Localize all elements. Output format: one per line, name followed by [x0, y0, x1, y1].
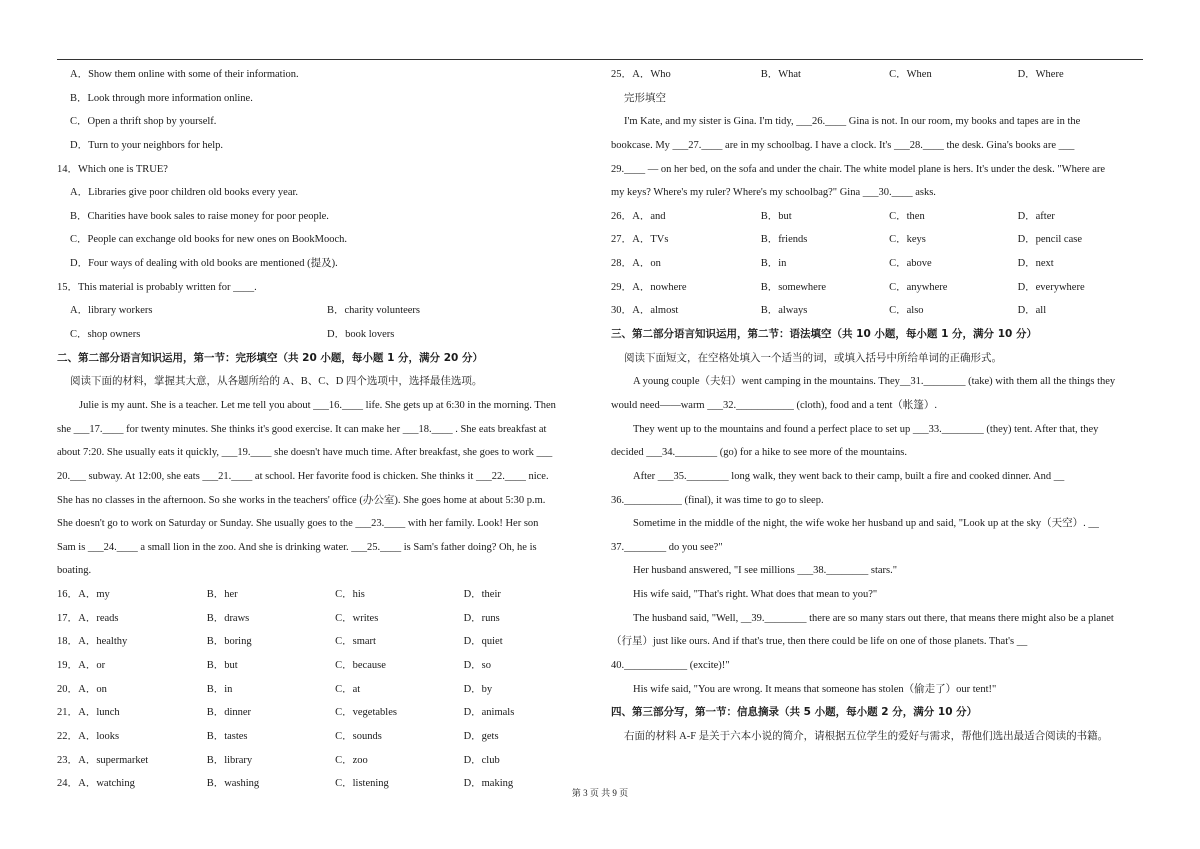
option-row	[57, 323, 592, 347]
option-row	[57, 630, 592, 654]
question-number: 26．	[611, 210, 632, 222]
text-line: 29.____ — on her bed, on the sofa and under the chair. The white model plane is hers. It's under the desk. "Where are	[611, 163, 1106, 175]
option-row	[57, 607, 592, 631]
option-row	[57, 749, 592, 773]
option-row	[57, 299, 592, 323]
text-line: boating.	[57, 565, 92, 577]
question-number: 27．	[611, 234, 632, 246]
text-line: His wife said, "You are wrong. It means that someone has stolen（偷走了）our tent!"	[633, 683, 997, 695]
answer-option: D．so	[463, 660, 491, 672]
question-number: 16．	[57, 589, 78, 601]
answer-option: D．club	[463, 754, 500, 766]
answer-option: D．their	[463, 589, 501, 601]
answer-option: C．smart	[335, 636, 376, 648]
answer-option: B．draws	[206, 612, 250, 624]
text-line: 40.____________ (excite)!"	[611, 660, 730, 672]
answer-option: B．What	[760, 69, 801, 80]
right-column	[611, 63, 1146, 749]
text-line: 完形填空	[624, 92, 666, 104]
question-number: 29．	[611, 281, 632, 293]
question-number: 24．	[57, 778, 78, 790]
text-line: would need——warm ___32.___________ (cloth), food and a tent（帐篷）.	[611, 399, 938, 411]
question-number: 28．	[611, 258, 632, 270]
question-number: 25．	[611, 69, 632, 80]
text-line: She doesn't go to work on Saturday or Sunday. She usually goes to the ___23.____ with her family. Look! Her son	[57, 518, 539, 530]
text-line: she ___17.____ for twenty minutes. She thinks it's good exercise. It can make her ___18.____ . She eats breakfast at	[57, 423, 547, 435]
answer-option: D．all	[1017, 305, 1047, 317]
answer-option: C．zoo	[335, 754, 368, 766]
answer-option: D．runs	[463, 612, 500, 624]
answer-option: C．vegetables	[335, 707, 397, 719]
option-row	[57, 583, 592, 607]
text-line: Julie is my aunt. She is a teacher. Let me tell you about ___16.____ life. She gets up at 6:30 in the morning. Then	[79, 399, 556, 411]
text-line: bookcase. My ___27.____ are in my schoolbag. I have a clock. It's ___28.____ the desk. Gina's books are ___	[611, 139, 1075, 151]
top-rule	[57, 59, 1143, 60]
answer-option: D．next	[1017, 258, 1054, 270]
answer-option: A．supermarket	[78, 754, 149, 766]
answer-option: B．washing	[206, 778, 260, 790]
answer-option: B．her	[206, 589, 238, 601]
answer-option: A．on	[632, 258, 661, 270]
section-heading: 二、第二部分语言知识运用，第一节：完形填空（共 20 小题，每小题 1 分，满分 20 分）	[57, 351, 483, 364]
answer-option: D．everywhere	[1017, 281, 1085, 293]
text-line: C．Open a thrift shop by yourself.	[70, 116, 217, 128]
text-line: 阅读下面短文，在空格处填入一个适当的词，或填入括号中所给单词的正确形式。	[624, 352, 1002, 364]
answer-option: C．shop owners	[70, 329, 141, 341]
answer-option: A．lunch	[78, 707, 120, 719]
answer-option: D．after	[1017, 210, 1055, 222]
text-line: 15．This material is probably written for ____.	[57, 281, 257, 293]
text-line: B．Charities have book sales to raise money for poor people.	[70, 210, 329, 222]
answer-option: A．watching	[78, 778, 135, 790]
answer-option: C．When	[889, 69, 932, 80]
question-number: 17．	[57, 612, 78, 624]
answer-option: D．quiet	[463, 636, 503, 648]
text-line: D．Four ways of dealing with old books are mentioned (提及).	[70, 258, 338, 270]
text-line: my keys? Where's my ruler? Where's my schoolbag?" Gina ___30.____ asks.	[611, 187, 936, 199]
answer-option: A．almost	[632, 305, 679, 317]
answer-option: C．then	[889, 210, 925, 222]
text-line: A．Show them online with some of their information.	[70, 69, 299, 80]
answer-option: A．on	[78, 683, 107, 695]
text-line: They went up to the mountains and found a perfect place to set up ___33.________ (they) tent. After that, they	[633, 423, 1099, 435]
answer-option: D．Where	[1017, 69, 1064, 80]
answer-option: D．by	[463, 683, 493, 695]
text-line: A．Libraries give poor children old books every year.	[70, 187, 299, 199]
answer-option: A．nowhere	[632, 281, 687, 293]
answer-option: B．in	[206, 683, 233, 695]
answer-option: C．listening	[335, 778, 389, 790]
text-line: I'm Kate, and my sister is Gina. I'm tidy, ___26.____ Gina is not. In our room, my books and tapes are in the	[624, 116, 1081, 128]
left-column	[57, 63, 592, 796]
answer-option: C．also	[889, 305, 924, 317]
answer-option: A．or	[78, 660, 106, 672]
answer-option: B．dinner	[206, 707, 252, 719]
text-line: 14．Which one is TRUE?	[57, 163, 168, 175]
text-line: 阅读下面的材料，掌握其大意，从各题所给的 A、B、C、D 四个选项中，选择最佳选项。	[70, 376, 483, 388]
question-number: 21．	[57, 707, 78, 719]
answer-option: A．healthy	[78, 636, 128, 648]
option-row	[57, 654, 592, 678]
answer-option: A．reads	[78, 612, 119, 624]
text-line: B．Look through more information online.	[70, 92, 253, 104]
option-row	[611, 299, 1146, 323]
question-number: 30．	[611, 305, 632, 317]
answer-option: D．making	[463, 778, 514, 790]
answer-option: B．in	[760, 258, 787, 270]
text-line: She has no classes in the afternoon. So she works in the teachers' office (办公室). She goes home at about 5:30 p.m.	[57, 494, 546, 506]
answer-option: D．animals	[463, 707, 515, 719]
option-row	[57, 725, 592, 749]
answer-option: C．writes	[335, 612, 379, 624]
option-row	[57, 678, 592, 702]
option-row	[611, 205, 1146, 229]
question-number: 22．	[57, 730, 78, 742]
answer-option: A．and	[632, 210, 666, 222]
text-line: （行星）just like ours. And if that's true, then there could be life on one of those planets. That's __	[611, 636, 1028, 648]
option-row	[611, 63, 1146, 87]
answer-option: B．always	[760, 305, 808, 317]
answer-option: D．book lovers	[327, 329, 395, 341]
option-row	[611, 228, 1146, 252]
answer-option: B．charity volunteers	[327, 305, 421, 317]
answer-option: B．friends	[760, 234, 808, 246]
page-footer: 第 3 页 共 9 页	[571, 788, 629, 798]
text-line: 36.___________ (final), it was time to go to sleep.	[611, 494, 824, 506]
answer-option: C．above	[889, 258, 932, 270]
answer-option: C．keys	[889, 234, 926, 246]
answer-option: A．library workers	[70, 305, 153, 317]
question-number: 18．	[57, 636, 78, 648]
answer-option: B．boring	[206, 636, 252, 648]
section-heading: 四、第三部分写，第一节：信息摘录（共 5 小题，每小题 2 分，满分 10 分）	[611, 706, 978, 719]
answer-option: C．sounds	[335, 730, 382, 742]
answer-option: D．gets	[463, 730, 499, 742]
answer-option: C．because	[335, 660, 386, 672]
text-line: decided ___34.________ (go) for a hike to see more of the mountains.	[611, 447, 907, 459]
answer-option: B．tastes	[206, 730, 248, 742]
answer-option: C．anywhere	[889, 281, 948, 293]
text-line: His wife said, "That's right. What does that mean to you?"	[633, 589, 878, 601]
option-row	[57, 701, 592, 725]
answer-option: A．my	[78, 589, 110, 601]
question-number: 20．	[57, 683, 78, 695]
answer-option: C．his	[335, 589, 365, 601]
answer-option: B．but	[760, 210, 792, 222]
question-number: 19．	[57, 660, 78, 672]
question-number: 23．	[57, 754, 78, 766]
answer-option: A．looks	[78, 730, 120, 742]
answer-option: B．but	[206, 660, 238, 672]
answer-option: B．library	[206, 754, 253, 766]
option-row	[611, 276, 1146, 300]
text-line: The husband said, "Well, __39.________ there are so many stars out there, that means there might also be a planet	[633, 612, 1114, 624]
answer-option: C．at	[335, 683, 361, 695]
answer-option: D．pencil case	[1017, 234, 1082, 246]
text-line: D．Turn to your neighbors for help.	[70, 139, 224, 151]
text-line: Her husband answered, "I see millions ___38.________ stars."	[633, 565, 898, 577]
text-line: 20.___ subway. At 12:00, she eats ___21.____ at school. Her favorite food is chicken. She thinks it ___22.____ nice.	[57, 470, 549, 482]
text-line: A young couple（夫妇）went camping in the mountains. They__31.________ (take) with them all the things they	[633, 376, 1116, 388]
text-line: 右面的材料 A-F 是关于六本小说的简介，请根据五位学生的爱好与需求，帮他们选出最适合阅读的书籍。	[624, 730, 1109, 742]
text-line: After ___35.________ long walk, they went back to their camp, built a fire and cooked dinner. And __	[633, 470, 1065, 482]
text-line: 37.________ do you see?"	[611, 541, 723, 553]
answer-option: A．TVs	[632, 234, 669, 246]
option-row	[611, 252, 1146, 276]
text-line: C．People can exchange old books for new ones on BookMooch.	[70, 234, 348, 246]
answer-option: A．Who	[632, 69, 671, 80]
text-line: Sam is ___24.____ a small lion in the zoo. And she is drinking water. ___25.____ is Sam's father doing? Oh, he is	[57, 541, 537, 553]
text-line: Sometime in the middle of the night, the wife woke her husband up and said, "Look up at the sky（天空）. __	[633, 518, 1099, 530]
section-heading: 三、第二部分语言知识运用，第二节：语法填空（共 10 小题，每小题 1 分，满分 10 分）	[611, 328, 1037, 341]
text-line: about 7:20. She usually eats it quickly, ___19.____ she doesn't have much time. After breakfast, she goes to work ___	[57, 447, 553, 459]
answer-option: B．somewhere	[760, 281, 827, 293]
